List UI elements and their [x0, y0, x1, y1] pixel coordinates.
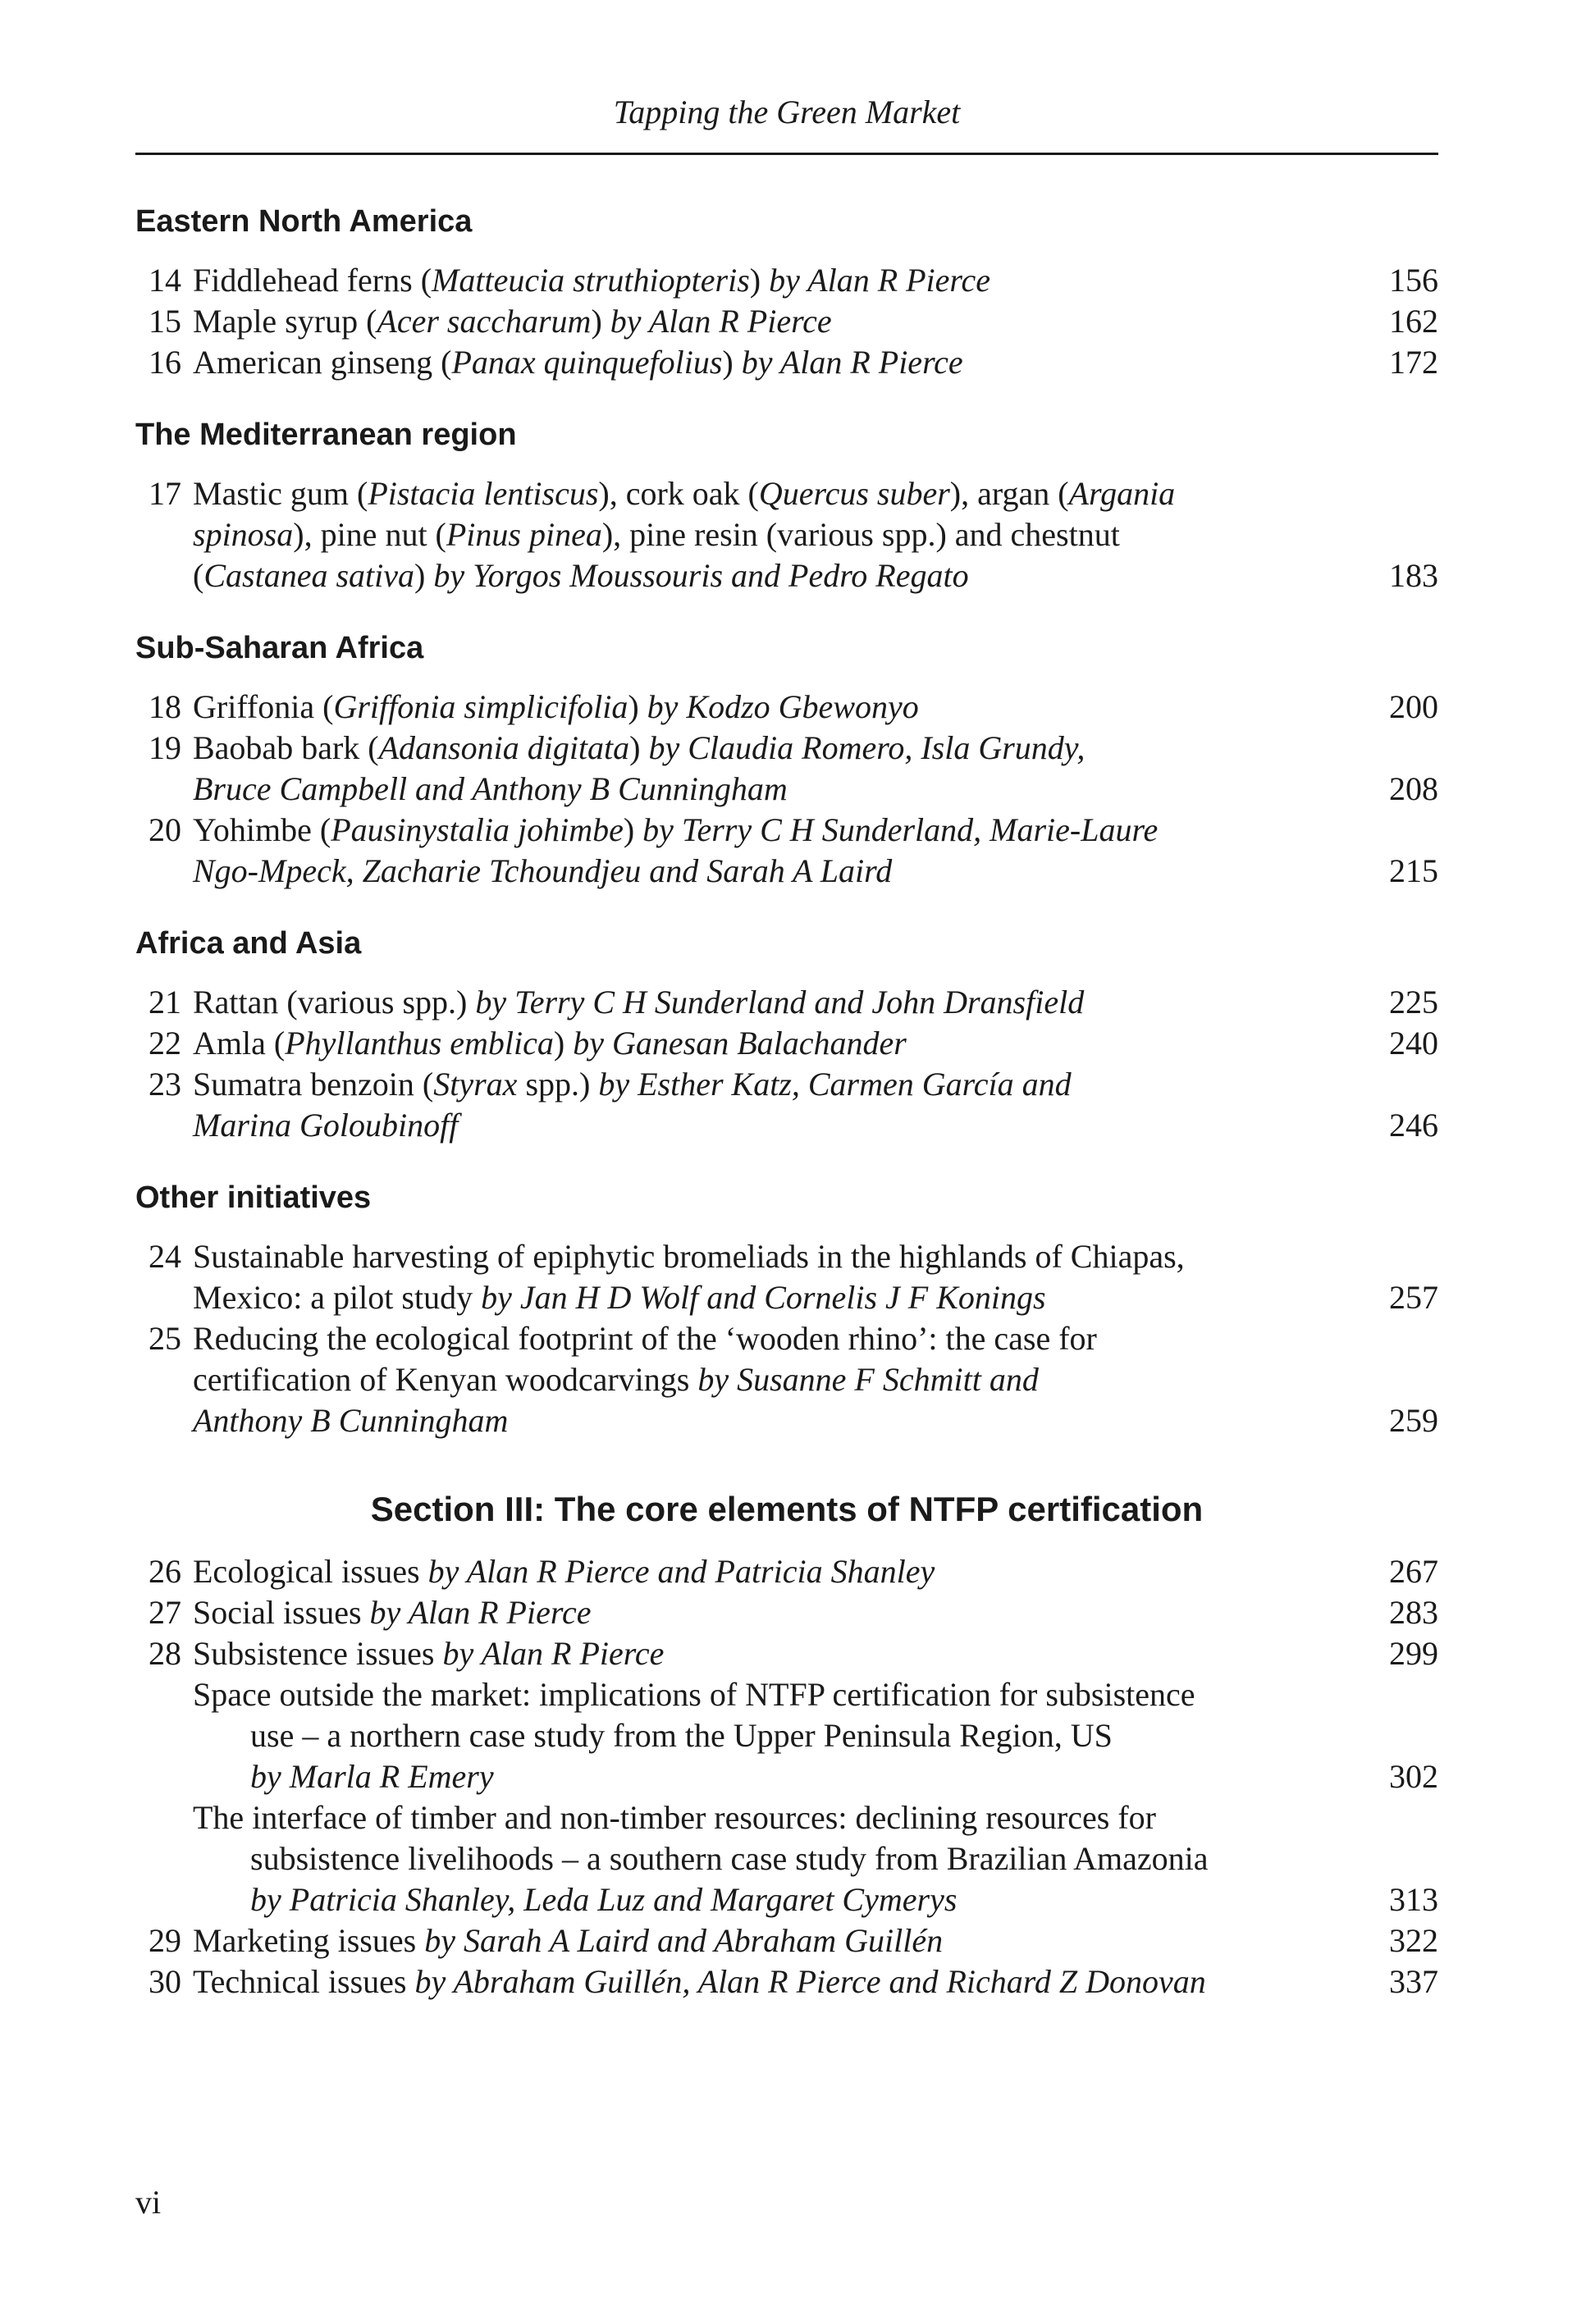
page-number[interactable]: 259: [1389, 1402, 1438, 1439]
entry-lines: [193, 1633, 1438, 1674]
entry-line: [193, 260, 1438, 301]
page-number[interactable]: 322: [1389, 1922, 1438, 1959]
entry-text: ), cork oak (: [598, 475, 759, 512]
entry-italic-text: by Kodzo Gbewonyo: [647, 688, 919, 725]
entry-line: [193, 1920, 1438, 1961]
entry-line: [193, 1023, 1438, 1064]
entry-lines: [193, 1920, 1438, 1961]
entry-text: spp.): [517, 1066, 599, 1103]
page-number[interactable]: 156: [1389, 262, 1438, 299]
entry-text: ): [749, 262, 770, 299]
entry-lines: [193, 260, 1438, 301]
entry-lines: [193, 1064, 1438, 1146]
entry-italic-text: Adansonia digitata: [378, 729, 630, 766]
toc-entry[interactable]: [135, 1920, 1438, 1961]
entry-line: [193, 1105, 1438, 1146]
toc-entry[interactable]: [135, 1674, 1438, 1797]
entry-text: ), argan (: [949, 475, 1069, 512]
toc-entry[interactable]: [135, 260, 1438, 301]
chapter-number: 19: [149, 729, 181, 766]
entry-text: Sustainable harvesting of epiphytic bromeliads in the highlands of Chiapas,: [193, 1238, 1185, 1275]
entry-line: [193, 728, 1438, 769]
entry-line: [193, 1674, 1438, 1715]
page-number[interactable]: 246: [1389, 1107, 1438, 1144]
entry-italic-text: by Alan R Pierce: [741, 344, 963, 381]
entry-italic-text: Ngo-Mpeck, Zacharie Tchoundjeu and Sarah A Laird: [193, 852, 893, 889]
entry-line: [193, 1400, 1438, 1441]
chapter-number: 18: [149, 688, 181, 725]
group-heading: Africa and Asia: [135, 926, 362, 961]
entry-italic-text: by Susanne F Schmitt and: [697, 1361, 1039, 1398]
toc-entry[interactable]: [135, 1797, 1438, 1920]
entry-text: Subsistence issues: [193, 1635, 443, 1672]
entry-line: [193, 982, 1438, 1023]
toc-entry[interactable]: [135, 810, 1438, 892]
entry-text: (: [193, 557, 204, 594]
entry-lines: [193, 1592, 1438, 1633]
entry-italic-text: Pausinystalia johimbe: [331, 811, 624, 848]
chapter-number: 26: [149, 1553, 181, 1590]
entry-line: [193, 1277, 1438, 1318]
page-number[interactable]: 283: [1389, 1594, 1438, 1631]
entry-line: [193, 1236, 1438, 1277]
page-number[interactable]: 200: [1389, 688, 1438, 725]
entry-text: certification of Kenyan woodcarvings: [193, 1361, 698, 1398]
toc-entry[interactable]: [135, 1023, 1438, 1064]
entry-italic-text: Anthony B Cunningham: [193, 1402, 509, 1439]
entry-line: [193, 1359, 1438, 1400]
entry-italic-text: Acer saccharum: [377, 303, 592, 340]
entry-text: Rattan (various spp.): [193, 984, 476, 1020]
entry-italic-text: Argania: [1068, 475, 1176, 512]
entry-italic-text: by Alan R Pierce and Patricia Shanley: [427, 1553, 935, 1590]
entry-lines: [193, 473, 1438, 596]
entry-italic-text: by Abraham Guillén, Alan R Pierce and Richard Z Donovan: [414, 1963, 1206, 2000]
entry-line: [193, 342, 1438, 383]
chapter-number: 14: [149, 262, 181, 299]
entry-lines: [193, 810, 1438, 892]
page-number[interactable]: 208: [1389, 770, 1438, 807]
header-rule: [135, 153, 1438, 155]
entry-text: The interface of timber and non-timber resources: declining resources for: [193, 1799, 1156, 1836]
toc-entry[interactable]: [135, 1633, 1438, 1674]
entry-line: [193, 1756, 1438, 1797]
entry-italic-text: by Patricia Shanley, Leda Luz and Margaret Cymerys: [250, 1881, 958, 1918]
page-number[interactable]: 257: [1389, 1279, 1438, 1316]
toc-entry[interactable]: [135, 687, 1438, 728]
entry-line: [193, 1318, 1438, 1359]
toc-entry[interactable]: [135, 1551, 1438, 1592]
entry-italic-text: Panax quinquefolius: [451, 344, 723, 381]
entry-italic-text: Styrax: [433, 1066, 518, 1103]
entry-text: ): [722, 344, 742, 381]
entry-italic-text: by Yorgos Moussouris and Pedro Regato: [433, 557, 969, 594]
entry-italic-text: Marina Goloubinoff: [193, 1107, 459, 1144]
toc-entry[interactable]: [135, 1318, 1438, 1441]
entry-line: [193, 1633, 1438, 1674]
entry-italic-text: by Alan R Pierce: [369, 1594, 592, 1631]
entry-italic-text: by Ganesan Balachander: [573, 1025, 907, 1062]
entry-italic-text: by Jan H D Wolf and Cornelis J F Konings: [481, 1279, 1046, 1316]
entry-text: Baobab bark (: [193, 729, 379, 766]
entry-italic-text: Phyllanthus emblica: [285, 1025, 554, 1062]
entry-italic-text: by Terry C H Sunderland, Marie-Laure: [642, 811, 1159, 848]
entry-italic-text: by Alan R Pierce: [610, 303, 832, 340]
page-number[interactable]: 302: [1389, 1758, 1438, 1795]
page-number[interactable]: 183: [1389, 557, 1438, 594]
entry-lines: [193, 982, 1438, 1023]
entry-italic-text: by Sarah A Laird and Abraham Guillén: [424, 1922, 944, 1959]
entry-lines: [193, 1236, 1438, 1318]
entry-italic-text: Quercus suber: [758, 475, 950, 512]
entry-lines: [193, 687, 1438, 728]
entry-text: Ecological issues: [193, 1553, 428, 1590]
entry-lines: [193, 1797, 1438, 1920]
entry-line: [193, 1879, 1438, 1920]
page-number[interactable]: 299: [1389, 1635, 1438, 1672]
page-number[interactable]: 267: [1389, 1553, 1438, 1590]
running-head: Tapping the Green Market: [613, 94, 961, 130]
entry-italic-text: Matteucia struthiopteris: [432, 262, 750, 299]
entry-text: Griffonia (: [193, 688, 334, 725]
entry-text: ), pine resin (various spp.) and chestnut: [601, 516, 1120, 553]
entry-line: [193, 769, 1438, 810]
chapter-number: 23: [149, 1066, 181, 1103]
chapter-number: 25: [149, 1320, 181, 1357]
entry-line: [193, 1961, 1438, 2002]
entry-line: [193, 514, 1438, 555]
entry-text: Mexico: a pilot study: [193, 1279, 482, 1316]
entry-text: Yohimbe (: [193, 811, 331, 848]
entry-italic-text: by Esther Katz, Carmen García and: [598, 1066, 1072, 1103]
entry-text: Marketing issues: [193, 1922, 425, 1959]
entry-text: ): [629, 729, 649, 766]
entry-text: Technical issues: [193, 1963, 415, 2000]
entry-text: ): [628, 688, 647, 725]
entry-line: [193, 1064, 1438, 1105]
entry-italic-text: spinosa: [193, 516, 294, 553]
entry-lines: [193, 1551, 1438, 1592]
entry-lines: [193, 1961, 1438, 2002]
entry-text: use – a northern case study from the Upper Peninsula Region, US: [250, 1717, 1113, 1754]
entry-lines: [193, 342, 1438, 383]
entry-line: [193, 687, 1438, 728]
entry-italic-text: by Alan R Pierce: [442, 1635, 665, 1672]
toc-entry[interactable]: [135, 301, 1438, 342]
page-number[interactable]: 225: [1389, 984, 1438, 1020]
entry-lines: [193, 1023, 1438, 1064]
entry-text: ): [623, 811, 643, 848]
page-number[interactable]: 172: [1389, 344, 1438, 381]
entry-line: [193, 301, 1438, 342]
entry-line: [193, 1838, 1438, 1879]
chapter-number: 22: [149, 1025, 181, 1062]
entry-italic-text: by Alan R Pierce: [769, 262, 991, 299]
page-folio: vi: [135, 2184, 162, 2221]
chapter-number: 28: [149, 1635, 181, 1672]
section-heading: Section III: The core elements of NTFP certification: [370, 1490, 1204, 1528]
chapter-number: 24: [149, 1238, 181, 1275]
chapter-number: 29: [149, 1922, 181, 1959]
toc-entry[interactable]: [135, 1961, 1438, 2002]
entry-text: ): [414, 557, 434, 594]
chapter-number: 21: [149, 984, 181, 1020]
entry-line: [193, 1797, 1438, 1838]
table-of-contents: [135, 201, 1438, 2002]
page-number[interactable]: 337: [1389, 1963, 1438, 2000]
chapter-number: 16: [149, 344, 181, 381]
page-number[interactable]: 240: [1389, 1025, 1438, 1062]
entry-line: [193, 473, 1438, 514]
toc-entry[interactable]: [135, 342, 1438, 383]
entry-italic-text: Pinus pinea: [446, 516, 602, 553]
toc-entry[interactable]: [135, 1236, 1438, 1318]
entry-lines: [193, 728, 1438, 810]
group-heading: Eastern North America: [135, 204, 473, 239]
entry-line: [193, 1592, 1438, 1633]
entry-text: Amla (: [193, 1025, 286, 1062]
toc-entry[interactable]: [135, 1064, 1438, 1146]
entry-italic-text: Griffonia simplicifolia: [333, 688, 628, 725]
group-heading: Sub-Saharan Africa: [135, 631, 424, 665]
entry-italic-text: Pistacia lentiscus: [368, 475, 599, 512]
entry-text: Fiddlehead ferns (: [193, 262, 432, 299]
toc-entry[interactable]: [135, 473, 1438, 596]
entry-italic-text: Castanea sativa: [203, 557, 414, 594]
chapter-number: 17: [149, 475, 181, 512]
entry-text: ): [591, 303, 610, 340]
entry-text: American ginseng (: [193, 344, 452, 381]
entry-lines: [193, 301, 1438, 342]
toc-entry[interactable]: [135, 728, 1438, 810]
entry-text: Reducing the ecological footprint of the ‘wooden rhino’: the case for: [193, 1320, 1097, 1357]
page-number[interactable]: 215: [1389, 852, 1438, 889]
group-heading: The Mediterranean region: [135, 418, 517, 452]
entry-text: ), pine nut (: [293, 516, 446, 553]
page-number[interactable]: 162: [1389, 303, 1438, 340]
page-number[interactable]: 313: [1389, 1881, 1438, 1918]
entry-text: Maple syrup (: [193, 303, 377, 340]
entry-lines: [193, 1318, 1438, 1441]
entry-text: Space outside the market: implications of NTFP certification for subsistence: [193, 1676, 1195, 1713]
entry-line: [193, 1551, 1438, 1592]
entry-text: ): [553, 1025, 574, 1062]
toc-entry[interactable]: [135, 982, 1438, 1023]
entry-italic-text: by Claudia Romero, Isla Grundy,: [648, 729, 1086, 766]
group-heading: Other initiatives: [135, 1180, 372, 1215]
chapter-number: 15: [149, 303, 181, 340]
entry-italic-text: Bruce Campbell and Anthony B Cunningham: [193, 770, 788, 807]
chapter-number: 20: [149, 811, 181, 848]
entry-line: [193, 851, 1438, 892]
entry-line: [193, 1715, 1438, 1756]
entry-italic-text: by Marla R Emery: [250, 1758, 494, 1795]
entry-line: [193, 810, 1438, 851]
entry-italic-text: by Terry C H Sunderland and John Dransfield: [475, 984, 1085, 1020]
chapter-number: 27: [149, 1594, 181, 1631]
entry-line: [193, 555, 1438, 596]
entry-text: Sumatra benzoin (: [193, 1066, 434, 1103]
entry-text: Mastic gum (: [193, 475, 368, 512]
toc-entry[interactable]: [135, 1592, 1438, 1633]
entry-text: Social issues: [193, 1594, 370, 1631]
chapter-number: 30: [149, 1963, 181, 2000]
entry-text: subsistence livelihoods – a southern case study from Brazilian Amazonia: [250, 1840, 1209, 1877]
entry-lines: [193, 1674, 1438, 1797]
